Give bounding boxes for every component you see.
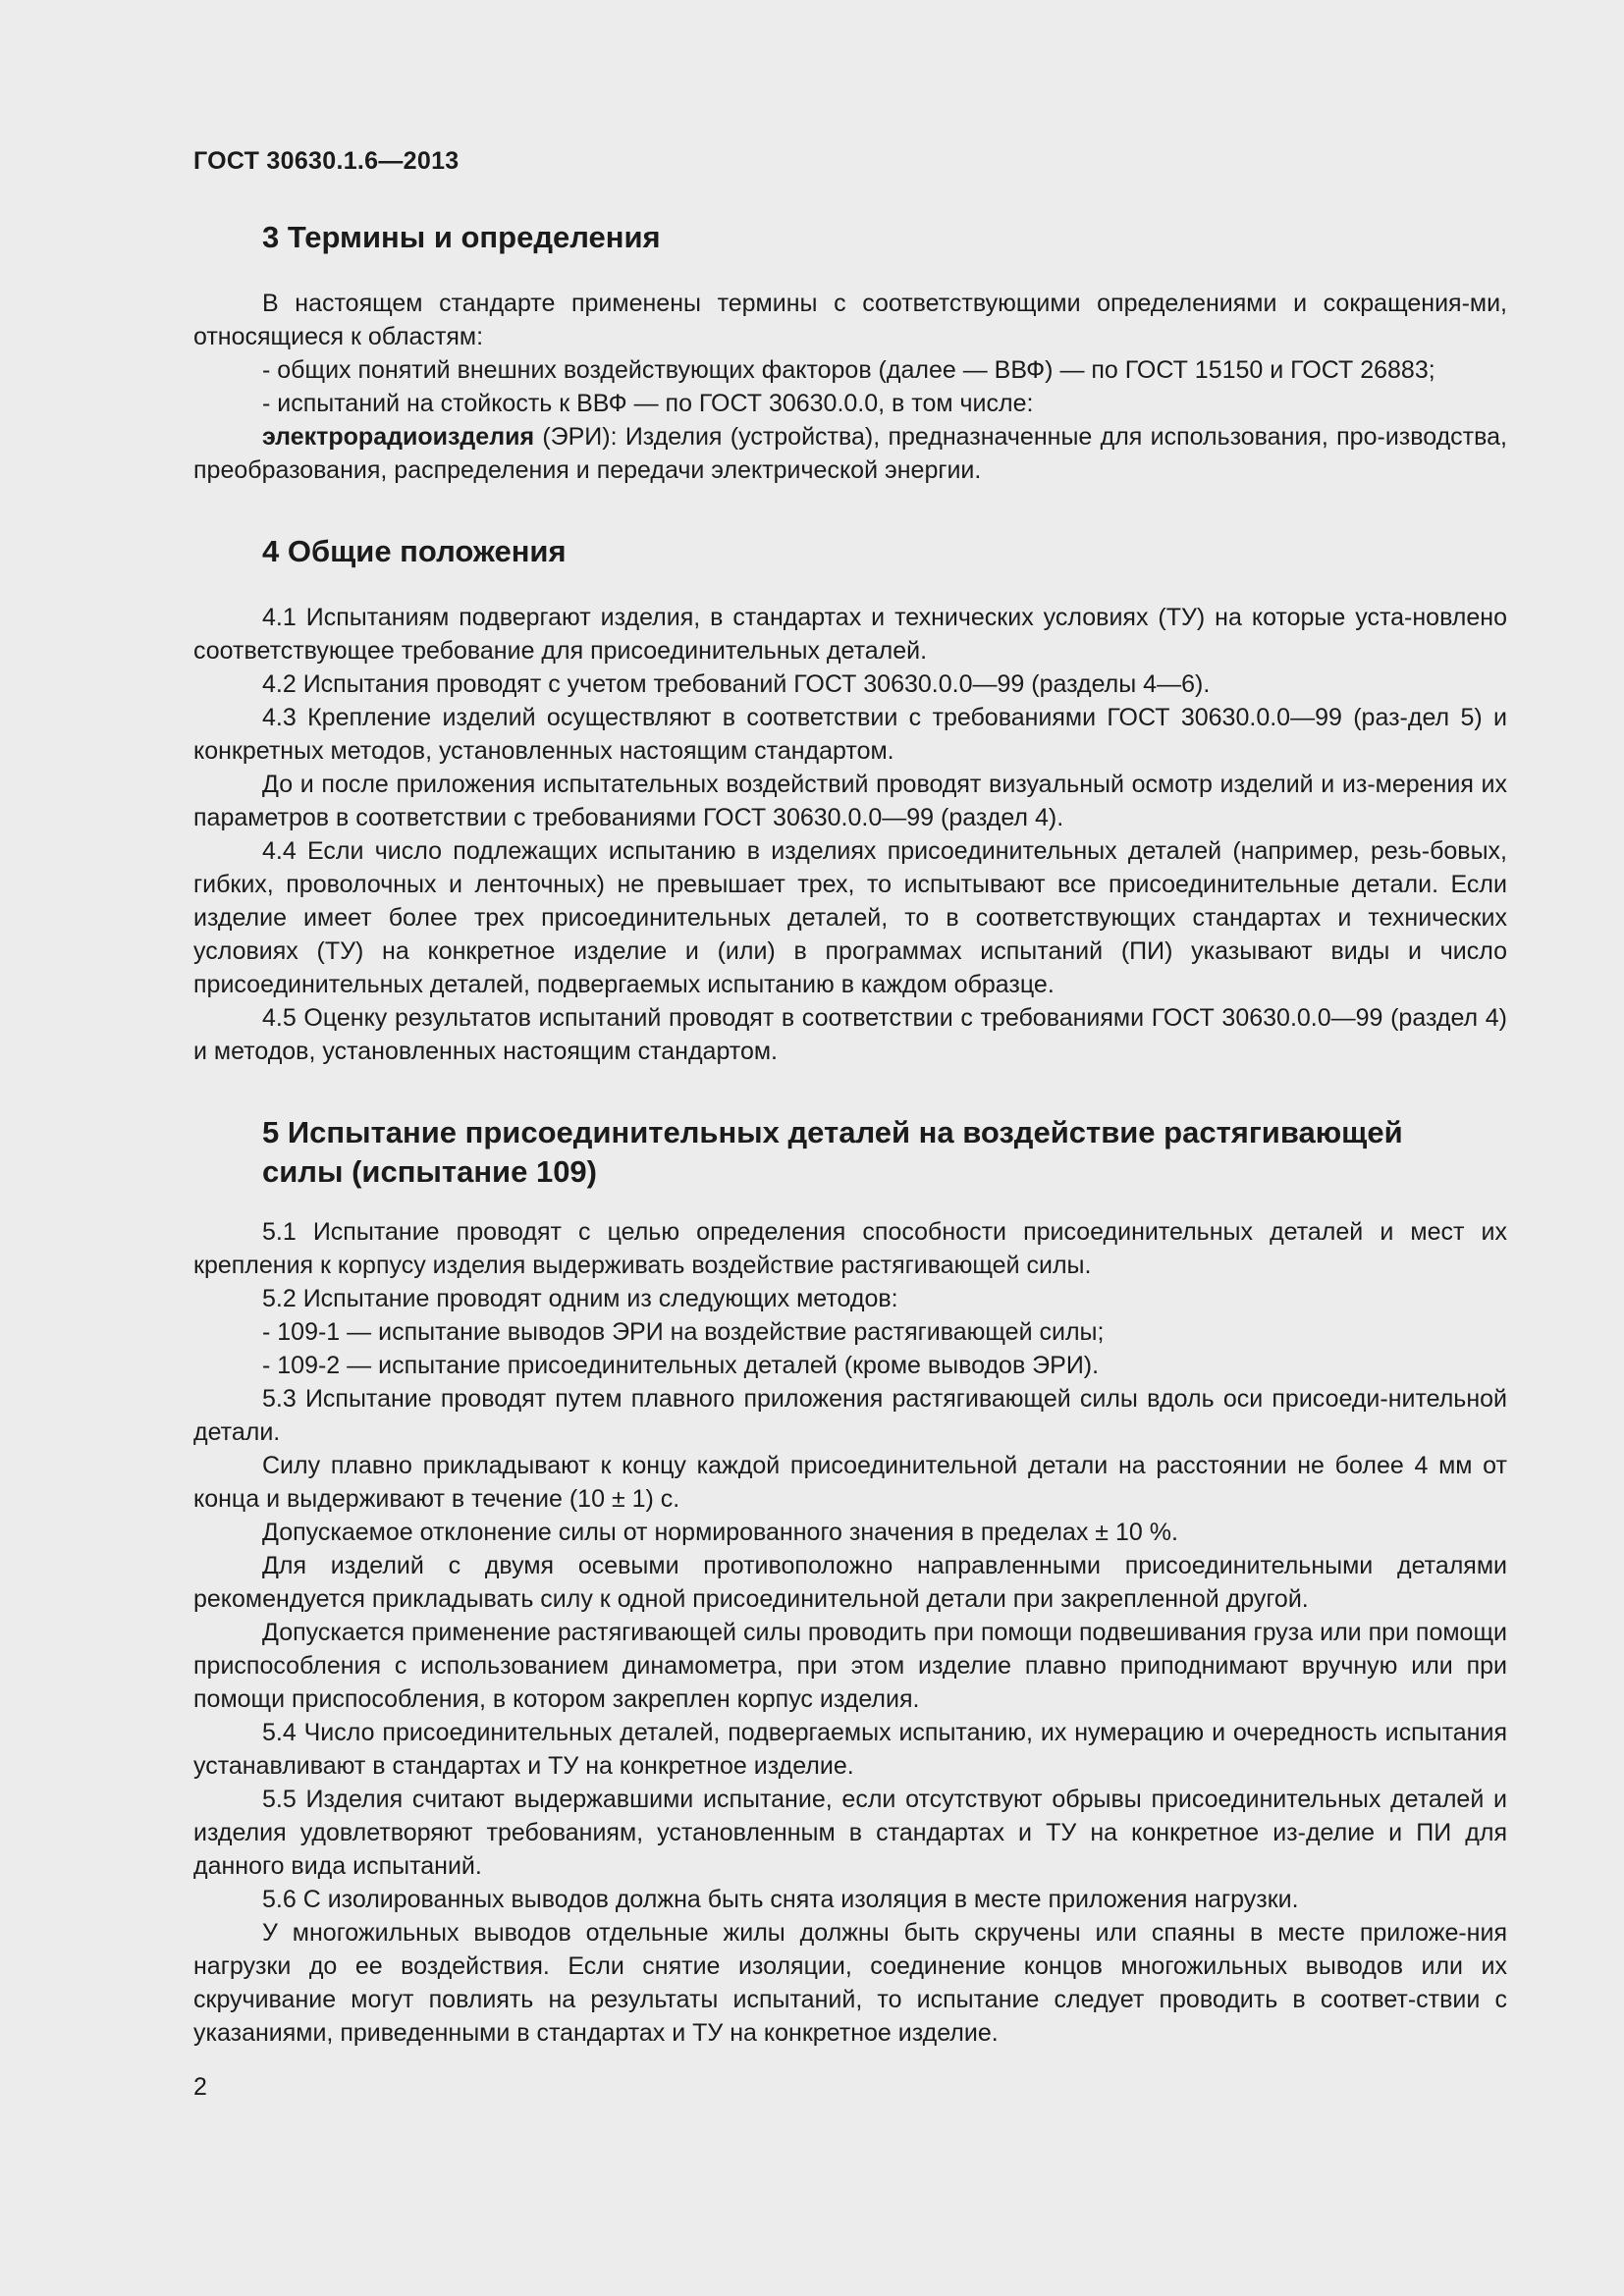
term-definition (193, 420, 1507, 487)
page-number: 2 (193, 2073, 207, 2101)
paragraph: 4.2 Испытания проводят с учетом требований ГОСТ 30630.0.0—99 (разделы 4—6). (262, 670, 1211, 698)
paragraph: У многожильных выводов отдельные жилы должны быть скручены или спаяны в месте приложе-ния нагрузки до ее воздействия. Если снятие изоляции, соединение концов многожильных выводов или их скручивание могут повлиять на результаты испытаний, то испытание следует проводить в соответ-ствии с указаниями, приведенными в стандартах и ТУ на конкретное изделие. (193, 1919, 1507, 2047)
paragraph: 4.5 Оценку результатов испытаний проводят в соответствии с требованиями ГОСТ 30630.0.0—99 (раздел 4) и методов, установленных настоящим стандартом. (193, 1004, 1507, 1065)
paragraph: - испытаний на стойкость к ВВФ — по ГОСТ 30630.0.0, в том числе: (262, 390, 1034, 417)
paragraph: Силу плавно прикладывают к концу каждой присоединительной детали на расстоянии не более 4 мм от конца и выдерживают в течение (10 ± 1) с. (193, 1452, 1507, 1513)
section-5-title-line2: силы (испытание 109) (262, 1154, 597, 1189)
term-definition-text: (ЭРИ): Изделия (устройства), предназначенные для использования, про-изводства, преобразования, распределения и передачи электрической энергии. (193, 423, 1507, 484)
page-content (193, 218, 1507, 2050)
paragraph: 5.3 Испытание проводят путем плавного приложения растягивающей силы вдоль оси присоеди-нительной детали. (193, 1385, 1507, 1446)
paragraph: Для изделий с двумя осевыми противоположно направленными присоединительными деталями рекомендуется прикладывать силу к одной присоединительной детали при закрепленной другой. (193, 1552, 1507, 1613)
paragraph: 5.2 Испытание проводят одним из следующих методов: (262, 1285, 898, 1312)
term: электрорадиоизделия (262, 423, 535, 451)
paragraph: Допускаемое отклонение силы от нормированного значения в пределах ± 10 %. (262, 1519, 1178, 1546)
paragraph: 5.4 Число присоединительных деталей, подвергаемых испытанию, их нумерацию и очередность испытания устанавливают в стандартах и ТУ на конкретное изделие. (193, 1719, 1507, 1780)
paragraph: 4.1 Испытаниям подвергают изделия, в стандартах и технических условиях (ТУ) на которые уста-новлено соответствующее требование для присоединительных деталей. (193, 604, 1507, 665)
paragraph: 5.6 С изолированных выводов должна быть снята изоляция в месте приложения нагрузки. (262, 1886, 1299, 1913)
section-4-title: 4 Общие положения (262, 534, 567, 568)
section-5-title-line1: 5 Испытание присоединительных деталей на воздействие растягивающей (262, 1115, 1403, 1149)
paragraph: До и после приложения испытательных воздействий проводят визуальный осмотр изделий и из-мерения их параметров в соответствии с требованиями ГОСТ 30630.0.0—99 (раздел 4). (193, 771, 1507, 831)
paragraph: - 109-2 — испытание присоединительных деталей (кроме выводов ЭРИ). (262, 1352, 1100, 1379)
paragraph: 4.4 Если число подлежащих испытанию в изделиях присоединительных деталей (например, резь-бовых, гибких, проволочных и ленточных) не превышает трех, то испытывают все присоединительные детали. Если изделие имеет более трех присоединительных деталей, то в соответствующих стандартах и технических условиях (ТУ) на конкретное изделие и (или) в программах испытаний (ПИ) указывают виды и число присоединительных деталей, подвергаемых испытанию в каждом образце. (193, 837, 1507, 998)
paragraph: Допускается применение растягивающей силы проводить при помощи подвешивания груза или при помощи приспособления с использованием динамометра, при этом изделие плавно приподнимают вручную или при помощи приспособления, в котором закреплен корпус изделия. (193, 1619, 1507, 1713)
section-5-title (193, 1113, 1507, 1192)
paragraph: 5.5 Изделия считают выдержавшими испытание, если отсутствуют обрывы присоединительных деталей и изделия удовлетворяют требованиям, установленным в стандартах и ТУ на конкретное из-делие и ПИ для данного вида испытаний. (193, 1786, 1507, 1880)
document-code-header: ГОСТ 30630.1.6—2013 (193, 147, 460, 175)
paragraph: 4.3 Крепление изделий осуществляют в соответствии с требованиями ГОСТ 30630.0.0—99 (раз-дел 5) и конкретных методов, установленных настоящим стандартом. (193, 704, 1507, 765)
paragraph: В настоящем стандарте применены термины с соответствующими определениями и сокращения-ми, относящиеся к областям: (193, 290, 1507, 350)
paragraph: - 109-1 — испытание выводов ЭРИ на воздействие растягивающей силы; (262, 1318, 1105, 1346)
paragraph: 5.1 Испытание проводят с целью определения способности присоединительных деталей и мест их крепления к корпусу изделия выдерживать воздействие растягивающей силы. (193, 1218, 1507, 1279)
section-3-title: 3 Термины и определения (262, 220, 661, 254)
paragraph: - общих понятий внешних воздействующих факторов (далее — ВВФ) — по ГОСТ 15150 и ГОСТ 26883; (262, 356, 1435, 384)
